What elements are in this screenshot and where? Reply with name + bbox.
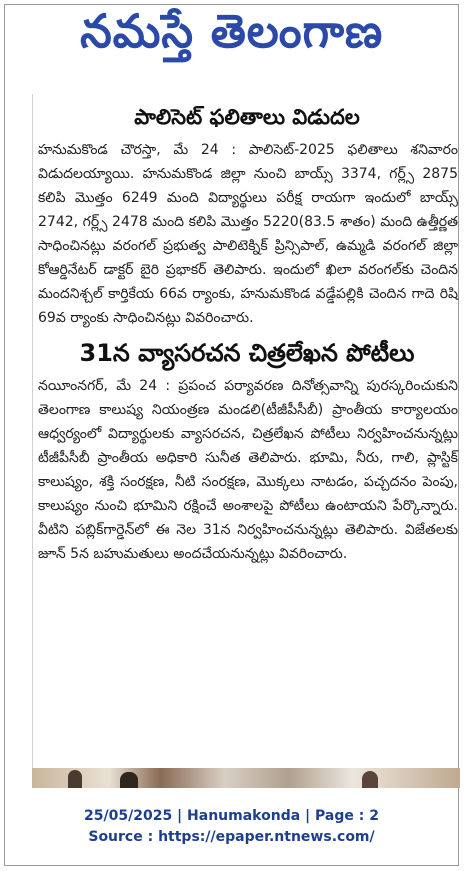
person-figure xyxy=(362,771,378,788)
newspaper-title: నమస్తే తెలంగాణ xyxy=(79,4,384,58)
article-polycet xyxy=(32,102,462,330)
masthead xyxy=(0,4,463,70)
clipping-content xyxy=(32,94,462,788)
article-body: హనుమకొండ చౌరస్తా, మే 24 : పాలిసెట్-2025 ఫలితాలు శనివారం విడుదలయ్యాయి. హనుమకొండ జిల్లా నుంచి బాయ్స్ 3374, గర్ల్స్ 2875 కలిపి మొత్తం 6249 మంది విద్యార్థులు పరీక్ష రాయగా ఇందులో బాయ్స్ 2742, గర్ల్స్ 2478 మంది కలిపి మొత్తం 5220(83.5 శాతం) మంది ఉత్తీర్ణత సాధించినట్లు వరంగల్ ప్రభుత్వ పాలిటెక్నిక్ ప్రిన్సిపాల్, ఉమ్మడి వరంగల్ జిల్లా కోఆర్డినేటర్ డాక్టర్ బైరి ప్రభాకర్ తెలిపారు. ఇందులో ఖిలా వరంగల్‌కు చెందిన మందనిశ్చల్ కార్తికేయ 66వ ర్యాంకు, హనుమకొండ వడ్డేపల్లికి చెందిన గాదె రిషి 69వ ర్యాంకు సాధించినట్లు వివరించారు. xyxy=(38,142,458,326)
article-headline: 31న వ్యాసరచన చిత్రలేఖన పోటీలు xyxy=(79,339,415,367)
source-line: Source : https://epaper.ntnews.com/ xyxy=(88,829,375,845)
source-footer xyxy=(0,806,463,848)
article-headline: పాలిసెట్ ఫలితాలు విడుదల xyxy=(134,105,360,129)
person-figure xyxy=(120,772,138,788)
article-body: నయీంనగర్, మే 24 : ప్రపంచ పర్యావరణ దినోత్సవాన్ని పురస్కరించుకుని తెలంగాణ కాలుష్య నియంత్రణ మండలి(టీజీపీసీబీ) ప్రాంతీయ కార్యాలయం ఆధ్వర్యంలో విద్యార్థులకు వ్యాసరచన, చిత్రలేఖన పోటీలు నిర్వహించనున్నట్లు టీజీపీసీబీ ప్రాంతీయ అధికారి సునీత తెలిపారు. భూమి, నీరు, గాలి, ప్లాస్టిక్ కాలుష్యం, శక్తి సంరక్షణ, నీటి సంరక్షణ, మొక్కలు నాటడం, పచ్చదనం పెంపు, కాలుష్యం నుంచి భూమిని రక్షించే అంశాలపై పోటీలు ఉంటాయని పేర్కొన్నారు. వీటిని పబ్లిక్‌గార్డెన్‌లో ఈ నెల 31న నిర్వహించనున్నట్లు తెలిపారు. విజేతలకు జూన్ 5న బహుమతులు అందచేయనున్నట్లు వివరించారు. xyxy=(38,378,458,562)
news-photo xyxy=(32,768,460,788)
date-edition-line: 25/05/2025 | Hanumakonda | Page : 2 xyxy=(84,808,379,824)
article-competition xyxy=(32,338,462,566)
person-figure xyxy=(68,770,82,788)
